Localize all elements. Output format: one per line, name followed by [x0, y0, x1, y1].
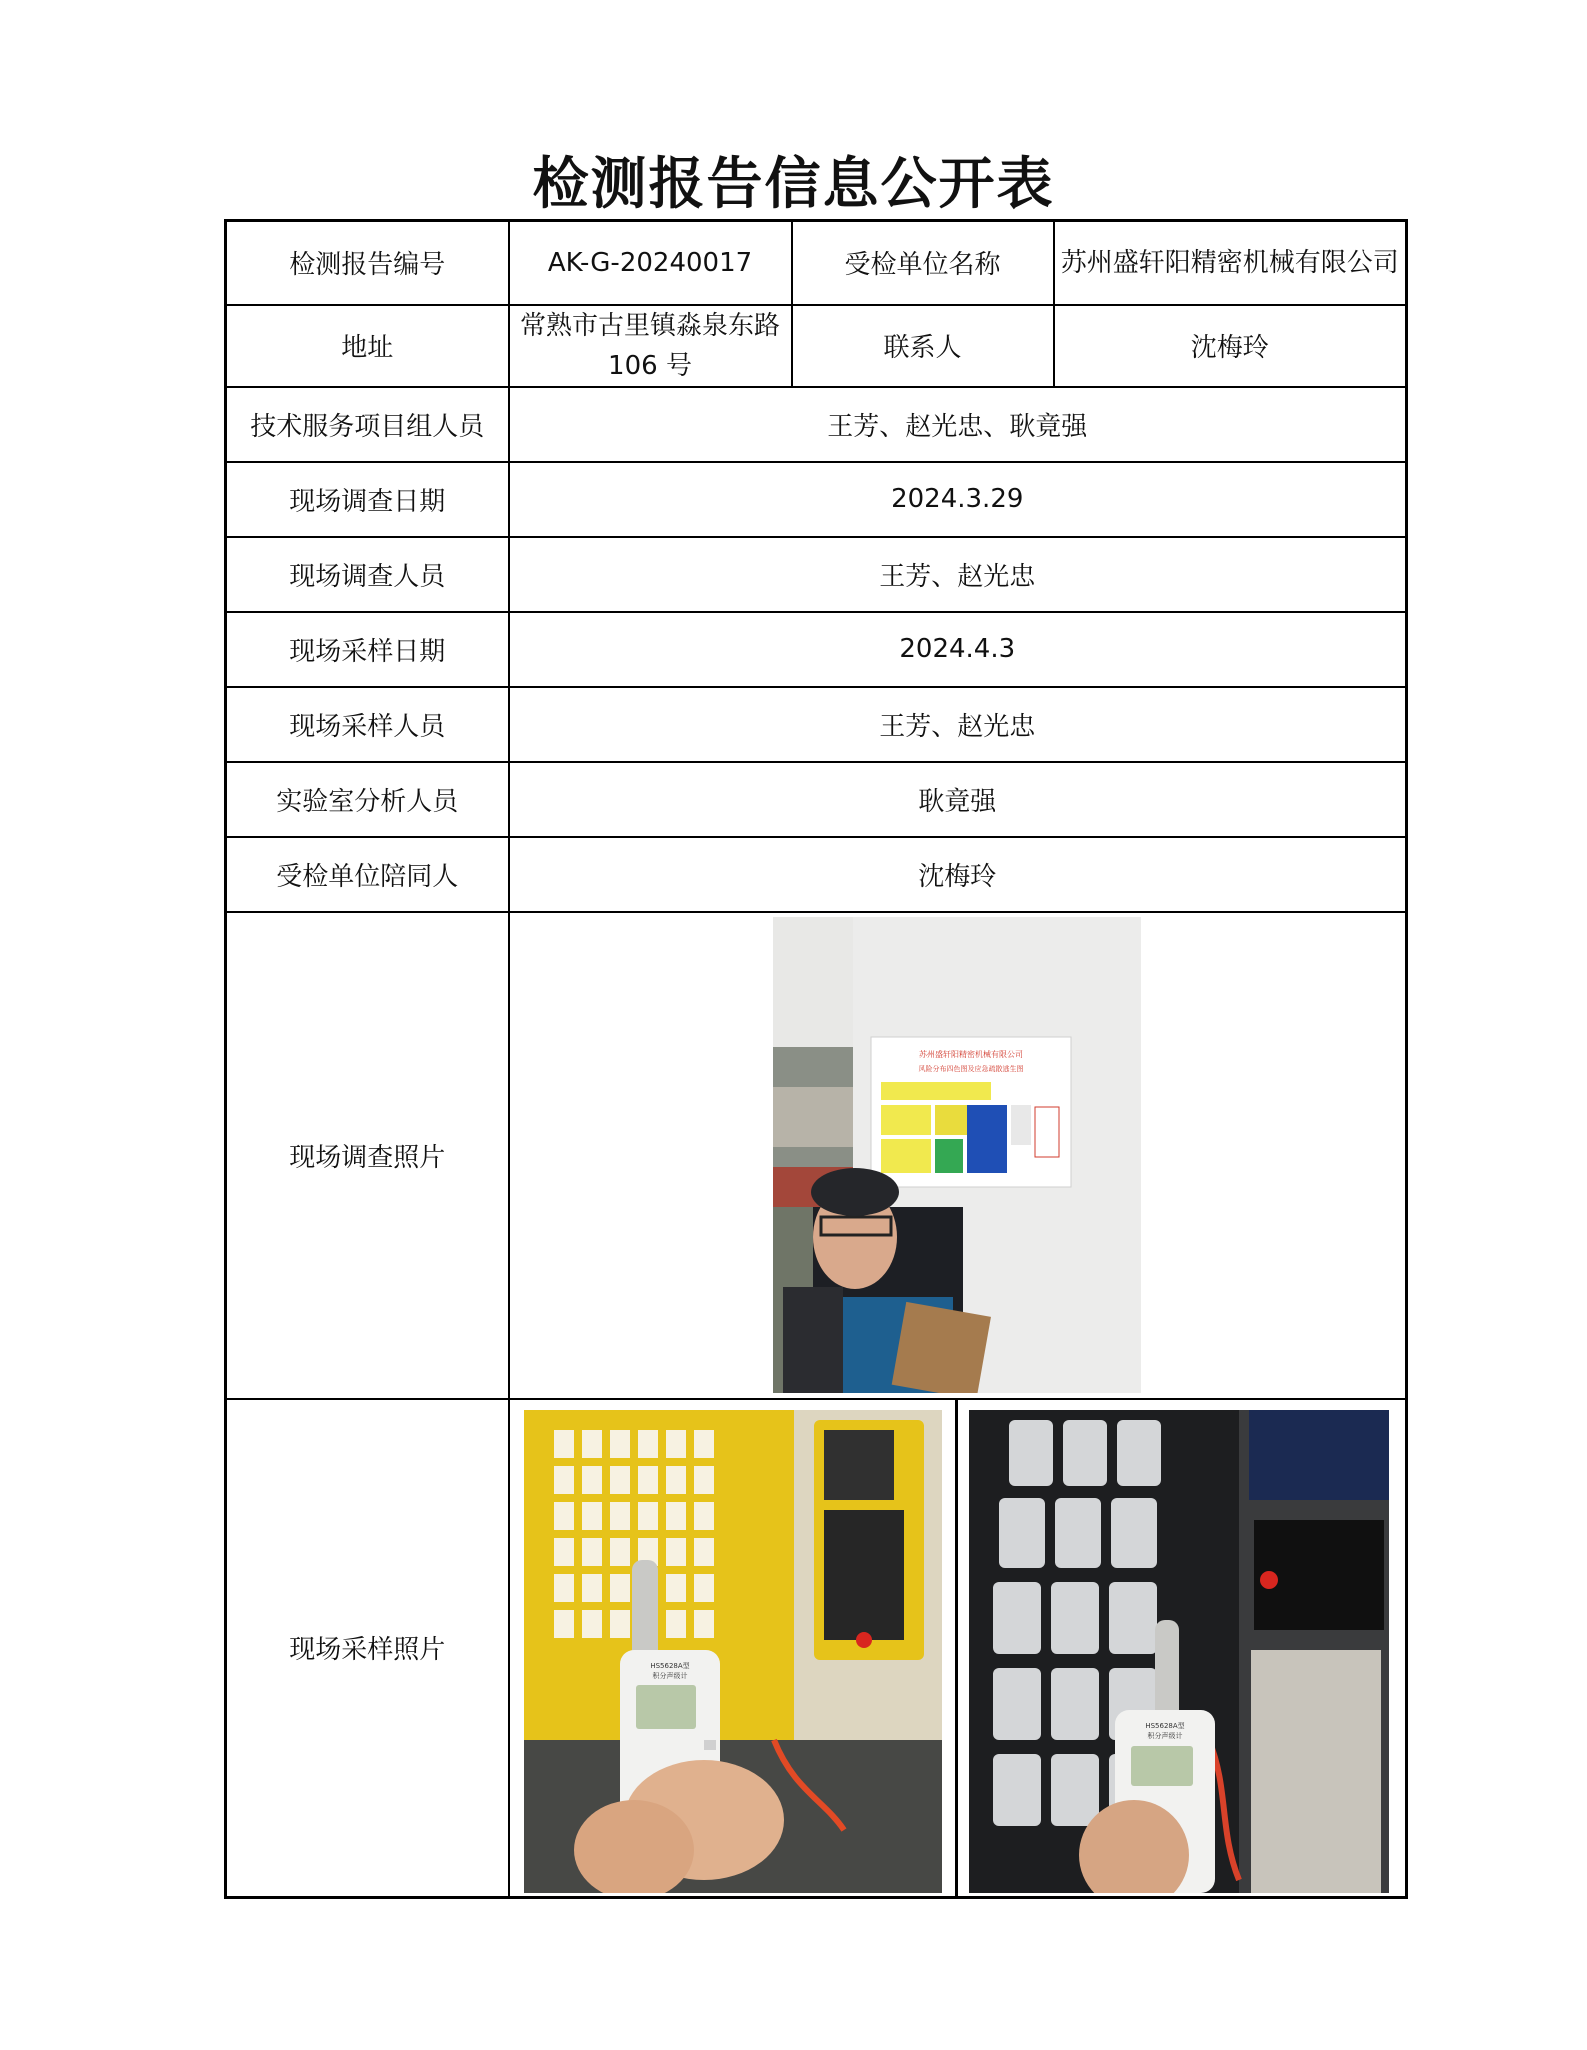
sampling-staff-value: 王芳、赵光忠 — [509, 687, 1407, 762]
contact-label: 联系人 — [792, 305, 1054, 387]
survey-date-value: 2024.3.29 — [509, 462, 1407, 537]
survey-date-label: 现场调查日期 — [226, 462, 509, 537]
table-row — [226, 387, 1407, 462]
sampling-staff-label: 现场采样人员 — [226, 687, 509, 762]
table-row — [226, 1399, 1407, 1898]
sampling-photo-1 — [524, 1410, 942, 1893]
report-no-value: AK-G-20240017 — [509, 221, 792, 305]
table-row — [226, 537, 1407, 612]
info-table — [224, 219, 1408, 1899]
meter-model-1: HS5628A型 — [649, 1661, 690, 1670]
unit-name-value: 苏州盛轩阳精密机械有限公司 — [1054, 221, 1407, 305]
survey-photo-label: 现场调查照片 — [226, 912, 509, 1399]
table-row — [226, 687, 1407, 762]
page-title: 检测报告信息公开表 — [532, 151, 1055, 217]
sampling-photo-cell — [509, 1399, 1407, 1898]
escort-value: 沈梅玲 — [509, 837, 1407, 912]
survey-photo-cell — [509, 912, 1407, 1399]
address-value: 常熟市古里镇淼泉东路 106 号 — [509, 305, 792, 387]
table-row — [226, 837, 1407, 912]
survey-staff-value: 王芳、赵光忠 — [509, 537, 1407, 612]
meter-name-1: 积分声级计 — [652, 1671, 687, 1680]
report-no-label: 检测报告编号 — [226, 221, 509, 305]
team-label: 技术服务项目组人员 — [226, 387, 509, 462]
table-row — [226, 912, 1407, 1399]
contact-value: 沈梅玲 — [1054, 305, 1407, 387]
table-row — [226, 612, 1407, 687]
poster-title: 苏州盛轩阳精密机械有限公司 — [918, 1049, 1023, 1059]
unit-name-label: 受检单位名称 — [792, 221, 1054, 305]
survey-photo — [773, 917, 1141, 1393]
escort-label: 受检单位陪同人 — [226, 837, 509, 912]
table-row — [226, 305, 1407, 387]
lab-staff-label: 实验室分析人员 — [226, 762, 509, 837]
sampling-photo-2 — [969, 1410, 1389, 1893]
meter-name-2: 积分声级计 — [1147, 1731, 1182, 1740]
lab-staff-value: 耿竟强 — [509, 762, 1407, 837]
address-label: 地址 — [226, 305, 509, 387]
table-row — [226, 762, 1407, 837]
photo-divider — [955, 1400, 958, 1897]
sampling-photo-label: 现场采样照片 — [226, 1399, 509, 1898]
sampling-date-label: 现场采样日期 — [226, 612, 509, 687]
survey-staff-label: 现场调查人员 — [226, 537, 509, 612]
table-row — [226, 462, 1407, 537]
team-value: 王芳、赵光忠、耿竟强 — [509, 387, 1407, 462]
poster-subtitle: 风险分布四色图及应急疏散逃生图 — [918, 1064, 1023, 1073]
meter-model-2: HS5628A型 — [1144, 1721, 1185, 1730]
table-row — [226, 221, 1407, 305]
sampling-date-value: 2024.4.3 — [509, 612, 1407, 687]
